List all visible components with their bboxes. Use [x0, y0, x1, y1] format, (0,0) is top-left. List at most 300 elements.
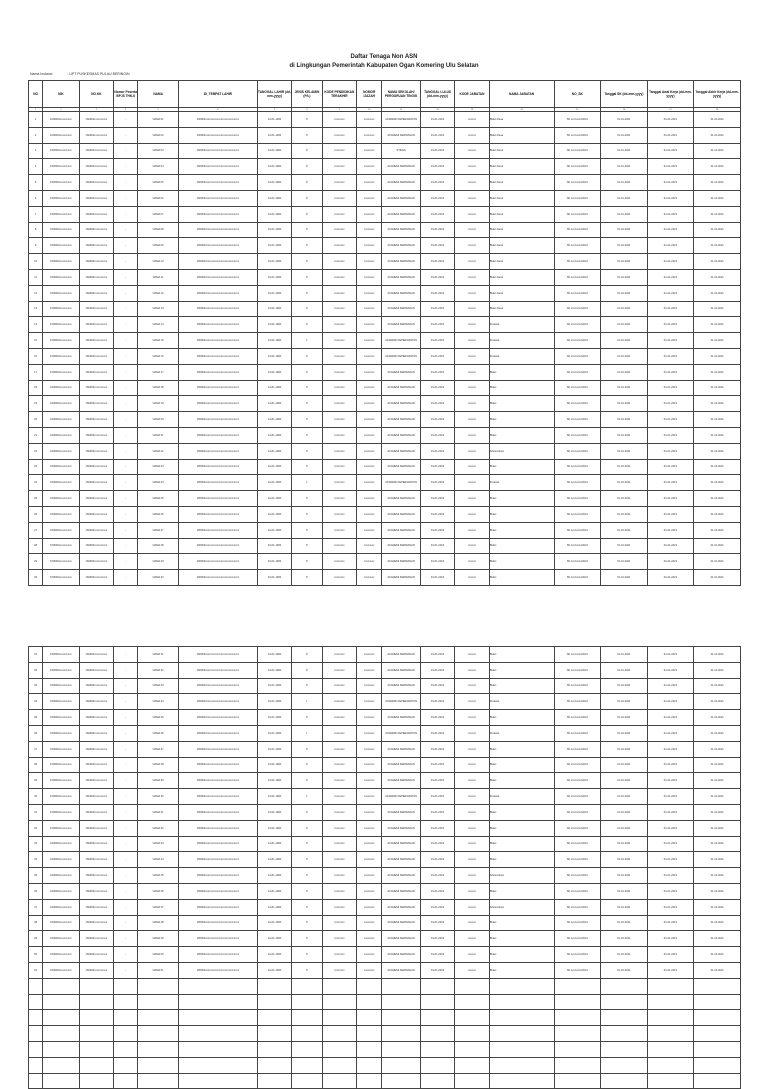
table-cell: 01-01-1990 — [257, 206, 291, 222]
table-cell: 01-01-1990 — [257, 694, 291, 710]
table-cell: AKADEMI KEBIDANAN — [382, 317, 420, 333]
table-cell: 31-12-2021 — [694, 380, 741, 396]
table-cell: Bidan — [489, 396, 554, 412]
table-cell: AKADEMI KEBIDANAN — [382, 804, 420, 820]
table-cell: xxxxxxxx — [357, 159, 382, 175]
table-cell: P — [292, 238, 322, 254]
table-cell: 31-12-2021 — [694, 725, 741, 741]
table-cell: P — [292, 380, 322, 396]
table-cell: 01-01-2012 — [420, 254, 454, 270]
table-cell: 01-01-2012 — [420, 678, 454, 694]
table-cell: 11 — [29, 269, 43, 285]
column-number: 15 — [554, 108, 601, 112]
table-cell: xxxxxx — [455, 143, 489, 159]
table-cell: Bidan Desa — [489, 190, 554, 206]
table-cell: 31-12-2021 — [694, 868, 741, 884]
table-cell: SK.xxx/xx/xx/2021 — [554, 127, 601, 143]
table-cell — [138, 994, 179, 1010]
table-cell: NAMA 03 — [138, 143, 179, 159]
table-cell: 160903xxxxxxxxxx — [43, 175, 79, 191]
table-cell: NAMA 49 — [138, 931, 179, 947]
table-cell: xxxxxxxx — [322, 852, 356, 868]
table-cell: NAMA 30 — [138, 570, 179, 586]
table-cell: - — [114, 899, 138, 915]
table-cell: 01-01-2021 — [647, 554, 694, 570]
table-cell: 01-01-2021 — [601, 694, 648, 710]
table-cell: P — [292, 710, 322, 726]
table-cell: 160903xxxxxxxxxx — [79, 175, 113, 191]
table-cell: 01-01-2012 — [420, 175, 454, 191]
table-cell: SK.xxx/xx/xx/2021 — [554, 741, 601, 757]
table-cell: xxxxxx — [455, 915, 489, 931]
table-cell: 01-01-2021 — [647, 789, 694, 805]
table-cell: 160903xxxxxxxxxxxxxxxxxxxxxxxxxx — [178, 678, 257, 694]
table-cell: 31-12-2021 — [694, 694, 741, 710]
table-cell: NAMA 23 — [138, 459, 179, 475]
table-cell: - — [114, 820, 138, 836]
table-cell: NAMA 22 — [138, 443, 179, 459]
table-cell: SK.xxx/xx/xx/2021 — [554, 804, 601, 820]
table-cell: xxxxxxxx — [357, 254, 382, 270]
table-row — [29, 491, 741, 507]
table-cell: 01-01-2021 — [647, 475, 694, 491]
table-cell: AKADEMI KEPERAWATAN — [382, 694, 420, 710]
table-cell — [694, 978, 741, 994]
table-cell: 160903xxxxxxxxxx — [43, 427, 79, 443]
table-cell: xxxxxxxx — [322, 836, 356, 852]
table-cell: 01-01-2021 — [601, 757, 648, 773]
table-cell: NAMA 39 — [138, 773, 179, 789]
table-cell: 160903xxxxxxxxxx — [79, 238, 113, 254]
table-cell: 01-01-2021 — [647, 931, 694, 947]
table-cell: xxxxxxxx — [322, 412, 356, 428]
table-cell: AKADEMI KEBIDANAN — [382, 662, 420, 678]
table-cell: xxxxxxxx — [357, 412, 382, 428]
table-cell: 31-12-2021 — [694, 159, 741, 175]
table-cell: Bidan — [489, 491, 554, 507]
table-cell: 50 — [29, 947, 43, 963]
table-cell: xxxxxxxx — [322, 269, 356, 285]
table-cell: SK.xxx/xx/xx/2021 — [554, 647, 601, 663]
table-cell: 01-01-1990 — [257, 285, 291, 301]
table-cell: 31-12-2021 — [694, 222, 741, 238]
table-cell: 01-01-2021 — [647, 127, 694, 143]
table-cell: 44 — [29, 852, 43, 868]
table-cell: 160903xxxxxxxxxx — [79, 348, 113, 364]
table-cell: 36 — [29, 725, 43, 741]
table-cell: xxxxxx — [455, 757, 489, 773]
table-cell: 01-01-2021 — [647, 883, 694, 899]
table-cell: NAMA 48 — [138, 915, 179, 931]
table-cell: Bidan — [489, 852, 554, 868]
table-cell: 160903xxxxxxxxxxxxxxxxxxxxxxxxxx — [178, 570, 257, 586]
table-cell: 160903xxxxxxxxxx — [43, 710, 79, 726]
table-cell — [292, 1057, 322, 1073]
table-cell: 31-12-2021 — [694, 710, 741, 726]
table-cell: xxxxxx — [455, 127, 489, 143]
table-cell: NAMA 46 — [138, 883, 179, 899]
table-cell — [79, 1057, 113, 1073]
table-cell: 160903xxxxxxxxxx — [79, 883, 113, 899]
table-cell: P — [292, 757, 322, 773]
table-cell — [601, 994, 648, 1010]
table-cell: P — [292, 741, 322, 757]
table-cell: xxxxxxxx — [322, 222, 356, 238]
table-cell: 01-01-2021 — [647, 538, 694, 554]
table-cell: 01-01-2021 — [647, 301, 694, 317]
table-cell: 01-01-2012 — [420, 333, 454, 349]
table-cell: 160903xxxxxxxxxx — [43, 159, 79, 175]
table-cell: 160903xxxxxxxxxx — [79, 301, 113, 317]
table-cell: 4 — [29, 159, 43, 175]
table-cell: xxxxxxxx — [357, 175, 382, 191]
table-cell: L — [292, 725, 322, 741]
table-row — [29, 412, 741, 428]
table-cell: 46 — [29, 883, 43, 899]
table-cell: 01-01-2021 — [601, 222, 648, 238]
column-header: TANGGAL LAHIR (dd-mm-yyyy) — [257, 81, 291, 108]
table-cell: NAMA 11 — [138, 269, 179, 285]
table-cell: 31-12-2021 — [694, 396, 741, 412]
table-cell — [647, 978, 694, 994]
table-cell: 01-01-2012 — [420, 459, 454, 475]
table-cell: 01-01-1990 — [257, 962, 291, 978]
table-cell: 31-12-2021 — [694, 475, 741, 491]
table-cell: 32 — [29, 662, 43, 678]
table-cell: xxxxxxxx — [322, 475, 356, 491]
column-header: Nomor Peserta BPJS THK-II — [114, 81, 138, 108]
table-cell — [178, 1026, 257, 1042]
table-cell: Perawat — [489, 725, 554, 741]
table-cell: P — [292, 459, 322, 475]
table-cell: 160903xxxxxxxxxx — [79, 459, 113, 475]
table-cell: - — [114, 570, 138, 586]
table-cell: AKADEMI KEBIDANAN — [382, 522, 420, 538]
table-cell — [178, 994, 257, 1010]
table-cell: xxxxxx — [455, 254, 489, 270]
table-cell: xxxxxx — [455, 491, 489, 507]
table-cell: 160903xxxxxxxxxx — [79, 491, 113, 507]
table-row — [29, 741, 741, 757]
table-cell: 160903xxxxxxxxxxxxxxxxxxxxxxxxxx — [178, 899, 257, 915]
table-cell: AKADEMI KEBIDANAN — [382, 757, 420, 773]
column-header: TANGGAL LULUS (dd-mm-yyyy) — [420, 81, 454, 108]
table-cell: 31-12-2021 — [694, 538, 741, 554]
table-cell: 160903xxxxxxxxxxxxxxxxxxxxxxxxxx — [178, 127, 257, 143]
table-cell: xxxxxxxx — [357, 804, 382, 820]
table-cell: 160903xxxxxxxxxx — [79, 899, 113, 915]
table-cell: 01-01-2012 — [420, 804, 454, 820]
table-cell — [420, 994, 454, 1010]
table-cell: NAMA 31 — [138, 647, 179, 663]
table-cell: 31-12-2021 — [694, 112, 741, 128]
table-cell: 160903xxxxxxxxxx — [79, 112, 113, 128]
table-cell: 33 — [29, 678, 43, 694]
table-cell: 160903xxxxxxxxxxxxxxxxxxxxxxxxxx — [178, 852, 257, 868]
table-cell: STIKES — [382, 143, 420, 159]
table-cell: xxxxxxxx — [357, 127, 382, 143]
table-cell: 8 — [29, 222, 43, 238]
table-cell: Bidan — [489, 380, 554, 396]
table-cell: 19 — [29, 396, 43, 412]
table-cell: - — [114, 301, 138, 317]
table-cell: 31-12-2021 — [694, 820, 741, 836]
table-cell: xxxxxxxx — [322, 364, 356, 380]
table-cell: 160903xxxxxxxxxxxxxxxxxxxxxxxxxx — [178, 175, 257, 191]
table-cell: 31-12-2021 — [694, 947, 741, 963]
table-cell: 15 — [29, 333, 43, 349]
table-cell: SK.xxx/xx/xx/2021 — [554, 443, 601, 459]
table-cell: 01-01-2021 — [601, 899, 648, 915]
table-cell — [455, 1041, 489, 1057]
table-row — [29, 725, 741, 741]
table-cell: 01-01-2012 — [420, 836, 454, 852]
table-cell: P — [292, 804, 322, 820]
empty-table-row — [29, 1010, 741, 1026]
table-cell: 160903xxxxxxxxxx — [43, 364, 79, 380]
table-cell: xxxxxx — [455, 647, 489, 663]
table-cell: xxxxxxxx — [357, 459, 382, 475]
table-cell — [357, 1057, 382, 1073]
table-cell: 01-01-2021 — [601, 380, 648, 396]
table-cell: 31-12-2021 — [694, 333, 741, 349]
table-cell: Bidan — [489, 820, 554, 836]
table-cell: xxxxxxxx — [357, 947, 382, 963]
table-cell: 160903xxxxxxxxxx — [79, 380, 113, 396]
table-cell: xxxxxxxx — [357, 694, 382, 710]
table-cell: - — [114, 915, 138, 931]
table-cell — [420, 1057, 454, 1073]
table-cell: xxxxxxxx — [322, 789, 356, 805]
table-cell: 160903xxxxxxxxxxxxxxxxxxxxxxxxxx — [178, 412, 257, 428]
table-cell: SK.xxx/xx/xx/2021 — [554, 301, 601, 317]
table-cell: 160903xxxxxxxxxx — [79, 570, 113, 586]
title-line-1: Daftar Tenaga Non ASN — [350, 54, 418, 60]
table-cell: Bidan — [489, 570, 554, 586]
table-cell: NAMA 44 — [138, 852, 179, 868]
table-cell: 7 — [29, 206, 43, 222]
table-cell: 01-01-1990 — [257, 254, 291, 270]
table-cell: 01-01-1990 — [257, 159, 291, 175]
table-cell — [79, 994, 113, 1010]
table-cell: xxxxxx — [455, 269, 489, 285]
table-cell — [554, 1010, 601, 1026]
table-cell: 01-01-1990 — [257, 348, 291, 364]
table-cell: P — [292, 947, 322, 963]
table-row — [29, 962, 741, 978]
table-row — [29, 538, 741, 554]
table-cell: 160903xxxxxxxxxx — [43, 804, 79, 820]
table-cell: AKADEMI KEPERAWATAN — [382, 348, 420, 364]
table-cell: NAMA 36 — [138, 725, 179, 741]
table-cell: 01-01-2021 — [601, 678, 648, 694]
table-cell: - — [114, 741, 138, 757]
table-cell: 160903xxxxxxxxxx — [43, 757, 79, 773]
empty-table-row — [29, 1026, 741, 1042]
table-cell: 01-01-2012 — [420, 915, 454, 931]
table-cell: 01-01-2021 — [647, 899, 694, 915]
table-cell: xxxxxx — [455, 459, 489, 475]
table-row — [29, 127, 741, 143]
table-cell: NAMA 50 — [138, 947, 179, 963]
table-cell: 160903xxxxxxxxxx — [43, 522, 79, 538]
table-cell: 31-12-2021 — [694, 915, 741, 931]
table-cell — [382, 1026, 420, 1042]
table-cell: 31-12-2021 — [694, 364, 741, 380]
table-cell: 31-12-2021 — [694, 804, 741, 820]
table-cell: xxxxxx — [455, 380, 489, 396]
table-cell: P — [292, 491, 322, 507]
table-cell: 31-12-2021 — [694, 570, 741, 586]
table-cell: xxxxxx — [455, 836, 489, 852]
table-cell: xxxxxxxx — [322, 254, 356, 270]
table-cell: xxxxxxxx — [357, 554, 382, 570]
table-cell: 21 — [29, 427, 43, 443]
table-cell: xxxxxxxx — [322, 143, 356, 159]
table-cell: SK.xxx/xx/xx/2021 — [554, 678, 601, 694]
table-cell — [382, 1057, 420, 1073]
table-cell: AKADEMI KEBIDANAN — [382, 931, 420, 947]
table-cell: 01-01-2021 — [601, 238, 648, 254]
table-header-row — [29, 81, 741, 108]
table-cell: 31-12-2021 — [694, 190, 741, 206]
table-cell — [489, 1057, 554, 1073]
table-cell: 35 — [29, 710, 43, 726]
table-cell: 01-01-2021 — [601, 915, 648, 931]
table-cell: Bidan — [489, 947, 554, 963]
table-cell: 160903xxxxxxxxxx — [79, 475, 113, 491]
column-header: Tanggal SK (dd-mm-yyyy) — [601, 81, 648, 108]
table-cell: 24 — [29, 475, 43, 491]
table-cell: SK.xxx/xx/xx/2021 — [554, 269, 601, 285]
table-cell: 31-12-2021 — [694, 348, 741, 364]
table-cell: 160903xxxxxxxxxx — [79, 396, 113, 412]
table-cell: 01-01-2012 — [420, 159, 454, 175]
table-cell: 160903xxxxxxxxxxxxxxxxxxxxxxxxxx — [178, 380, 257, 396]
table-row — [29, 301, 741, 317]
table-cell: xxxxxxxx — [357, 962, 382, 978]
table-cell: 01-01-2012 — [420, 285, 454, 301]
table-cell: xxxxxxxx — [357, 475, 382, 491]
table-cell: xxxxxx — [455, 710, 489, 726]
table-cell: xxxxxx — [455, 506, 489, 522]
table-cell: AKADEMI KEPERAWATAN — [382, 112, 420, 128]
table-cell: - — [114, 475, 138, 491]
table-cell: AKADEMI KEBIDANAN — [382, 773, 420, 789]
table-cell: xxxxxx — [455, 222, 489, 238]
table-cell — [455, 1010, 489, 1026]
table-cell: 160903xxxxxxxxxx — [43, 915, 79, 931]
table-cell: 01-01-2012 — [420, 899, 454, 915]
table-cell: 01-01-2012 — [420, 710, 454, 726]
table-cell: 160903xxxxxxxxxxxxxxxxxxxxxxxxxx — [178, 269, 257, 285]
table-cell: 01-01-2012 — [420, 852, 454, 868]
table-cell: 160903xxxxxxxxxx — [43, 269, 79, 285]
table-cell: xxxxxxxx — [357, 678, 382, 694]
table-cell: P — [292, 190, 322, 206]
table-cell: 160903xxxxxxxxxxxxxxxxxxxxxxxxxx — [178, 348, 257, 364]
table-cell: 01-01-2021 — [647, 143, 694, 159]
table-cell: SK.xxx/xx/xx/2021 — [554, 206, 601, 222]
table-cell: NAMA 02 — [138, 127, 179, 143]
table-cell: 160903xxxxxxxxxx — [43, 554, 79, 570]
table-cell: 160903xxxxxxxxxxxxxxxxxxxxxxxxxx — [178, 364, 257, 380]
table-cell: SK.xxx/xx/xx/2021 — [554, 333, 601, 349]
table-row — [29, 269, 741, 285]
table-cell: 01-01-2021 — [647, 741, 694, 757]
table-cell: SK.xxx/xx/xx/2021 — [554, 175, 601, 191]
table-cell — [114, 1010, 138, 1026]
table-row — [29, 804, 741, 820]
table-cell: AKADEMI KEPERAWATAN — [382, 789, 420, 805]
table-cell: 31-12-2021 — [694, 127, 741, 143]
table-cell: - — [114, 348, 138, 364]
table-cell: NAMA 24 — [138, 475, 179, 491]
table-cell: Bidan — [489, 836, 554, 852]
table-cell: Bidan Desa — [489, 127, 554, 143]
table-cell: 01-01-1990 — [257, 710, 291, 726]
table-cell: 01-01-2021 — [601, 190, 648, 206]
table-cell: xxxxxxxx — [357, 333, 382, 349]
table-cell: AKADEMI KEBIDANAN — [382, 947, 420, 963]
table-cell: AKADEMI KEBIDANAN — [382, 741, 420, 757]
table-cell — [382, 1073, 420, 1089]
table-cell: - — [114, 159, 138, 175]
table-cell: NAMA 07 — [138, 206, 179, 222]
table-cell: P — [292, 820, 322, 836]
column-number: 1 — [29, 108, 43, 112]
table-cell: 160903xxxxxxxxxx — [43, 285, 79, 301]
table-cell: - — [114, 538, 138, 554]
table-cell: Bidan — [489, 773, 554, 789]
table-cell: xxxxxxxx — [357, 899, 382, 915]
table-cell: xxxxxxxx — [322, 506, 356, 522]
table-cell — [138, 1041, 179, 1057]
table-cell: 01-01-2021 — [647, 662, 694, 678]
table-cell: 43 — [29, 836, 43, 852]
table-cell: Bidan Desa — [489, 206, 554, 222]
table-cell: xxxxxxxx — [322, 396, 356, 412]
table-cell: - — [114, 380, 138, 396]
table-cell: AKADEMI KEBIDANAN — [382, 491, 420, 507]
table-cell: 160903xxxxxxxxxx — [43, 348, 79, 364]
table-cell: - — [114, 127, 138, 143]
table-cell: 01-01-2021 — [601, 647, 648, 663]
table-cell: AKADEMI KEBIDANAN — [382, 820, 420, 836]
table-cell: NAMA 18 — [138, 380, 179, 396]
table-cell: AKADEMI KEBIDANAN — [382, 269, 420, 285]
table-cell: AKADEMI KEBIDANAN — [382, 206, 420, 222]
table-cell: 01-01-2012 — [420, 570, 454, 586]
table-row — [29, 678, 741, 694]
table-cell: AKADEMI KEBIDANAN — [382, 459, 420, 475]
table-cell: 30 — [29, 570, 43, 586]
table-cell — [357, 1010, 382, 1026]
table-cell: Bidan — [489, 538, 554, 554]
table-cell — [601, 1010, 648, 1026]
table-cell: 160903xxxxxxxxxxxxxxxxxxxxxxxxxx — [178, 475, 257, 491]
table-cell: xxxxxxxx — [357, 820, 382, 836]
table-cell: 01-01-2012 — [420, 112, 454, 128]
table-cell: NAMA 47 — [138, 899, 179, 915]
table-cell: NAMA 32 — [138, 662, 179, 678]
table-cell: xxxxxxxx — [322, 647, 356, 663]
table-cell: AKADEMI KEPERAWATAN — [382, 725, 420, 741]
table-cell: 12 — [29, 285, 43, 301]
table-cell — [455, 994, 489, 1010]
table-cell: NAMA 08 — [138, 222, 179, 238]
table-cell: 01-01-2021 — [601, 112, 648, 128]
